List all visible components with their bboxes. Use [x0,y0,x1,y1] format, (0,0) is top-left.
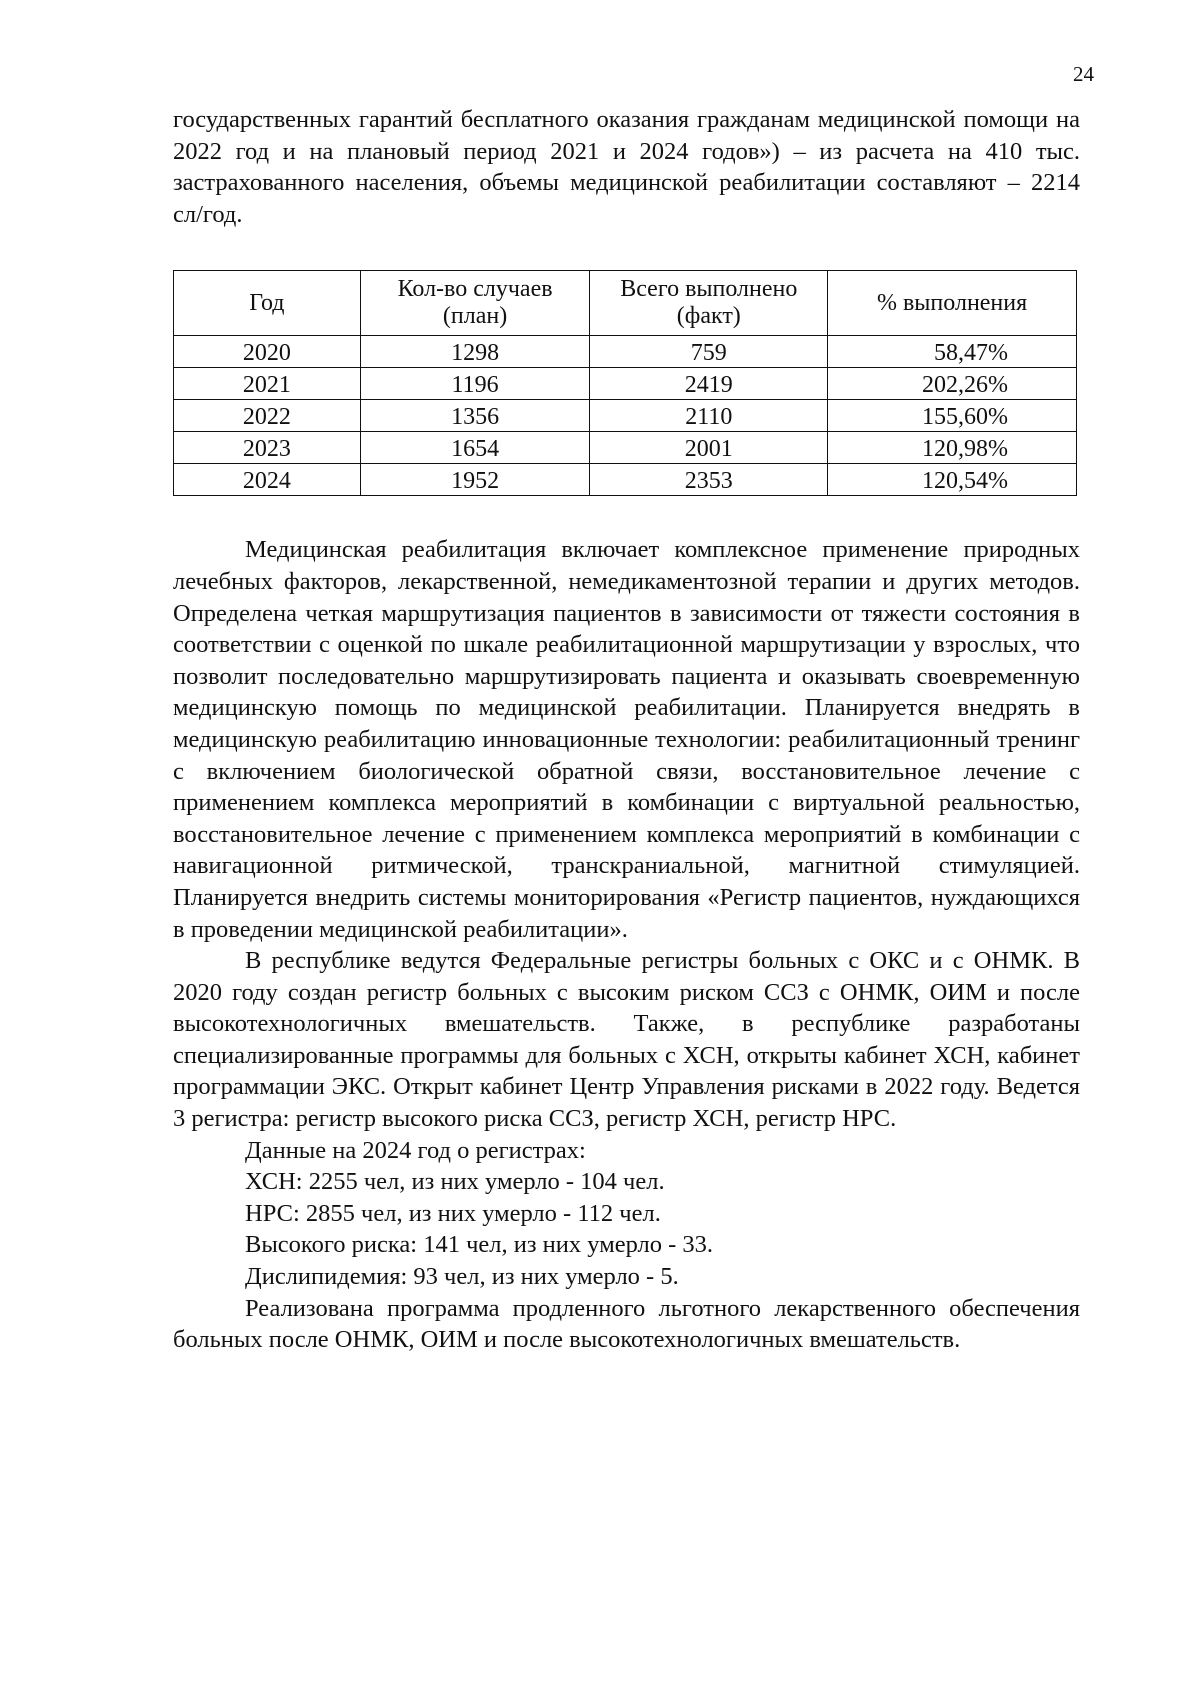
cell-percent: 120,54% [828,464,1077,496]
register-nrs: НРС: 2855 чел, из них умерло - 112 чел. [245,1199,661,1227]
header-year: Год [174,271,361,336]
cell-fact: 2419 [590,368,828,400]
page-number: 24 [1073,62,1094,86]
header-plan-line1: Кол-во случаев [397,276,553,303]
header-fact-line2: (факт) [676,303,741,330]
table-row [174,432,1077,464]
cell-percent: 202,26% [828,368,1077,400]
cell-fact: 2110 [590,400,828,432]
cell-fact: 759 [590,336,828,368]
header-plan [360,271,590,336]
table-row [174,336,1077,368]
table-header-row [174,271,1077,336]
cell-plan: 1196 [360,368,590,400]
cell-year: 2021 [174,368,361,400]
header-fact [590,271,828,336]
cell-percent: 58,47% [828,336,1077,368]
register-dyslipidemia: Дислипидемия: 93 чел, из них умерло - 5. [245,1263,679,1291]
cell-year: 2022 [174,400,361,432]
cell-percent: 155,60% [828,400,1077,432]
cell-year: 2023 [174,432,361,464]
register-high-risk: Высокого риска: 141 чел, из них умерло - 33. [245,1231,714,1259]
header-percent: % выполнения [828,271,1077,336]
cell-plan: 1298 [360,336,590,368]
table-row [174,368,1077,400]
rehab-volume-table [173,270,1077,496]
header-fact-line1: Всего выполнено [620,276,798,303]
cell-year: 2024 [174,464,361,496]
header-plan-line2: (план) [442,303,508,330]
cell-year: 2020 [174,336,361,368]
cell-plan: 1356 [360,400,590,432]
cell-plan: 1952 [360,464,590,496]
table-row [174,464,1077,496]
registers-paragraph: В республике ведутся Федеральные регистры больных с ОКС и с ОНМК. В 2020 году создан регистр больных с высоким риском ССЗ с ОНМК, ОИМ и после высокотехнологичных вмешательств. Также, в республике разработаны специализированные программы для больных с ХСН, открыты кабинет ХСН, кабинет программации ЭКС. Открыт кабинет Центр Управления рисками в 2022 году. Ведется 3 регистра: регистр высокого риска ССЗ, регистр ХСН, регистр НРС. [173,947,1080,1133]
registers-data-intro: Данные на 2024 год о регистрах: [245,1136,586,1164]
rehab-paragraph: Медицинская реабилитация включает комплексное применение природных лечебных факторов, лекарственной, немедикаментозной терапии и других методов. Определена четкая маршрутизация пациентов в зависимости от тяжести состояния в соответствии с оценкой по шкале реабилитационной маршрутизации у взрослых, что позволит последовательно маршрутизировать пациента и оказывать своевременную медицинскую помощь по медицинской реабилитации. Планируется внедрять в медицинскую реабилитацию инновационные технологии: реабилитационный тренинг с включением биологической обратной связи, восстановительное лечение с применением комплекса мероприятий в комбинации с виртуальной реальностью, восстановительное лечение с применением комплекса мероприятий в комбинации с навигационной ритмической, транскраниальной, магнитной стимуляцией. Планируется внедрить системы мониторирования «Регистр пациентов, нуждающихся в проведении медицинской реабилитации». [173,536,1080,943]
cell-plan: 1654 [360,432,590,464]
register-chsn: ХСН: 2255 чел, из них умерло - 104 чел. [245,1168,665,1196]
cell-fact: 2353 [590,464,828,496]
document-body [173,104,1080,1356]
cell-fact: 2001 [590,432,828,464]
program-paragraph: Реализована программа продленного льготного лекарственного обеспечения больных после ОНМК, ОИМ и после высокотехнологичных вмешательств. [173,1294,1080,1354]
cell-percent: 120,98% [828,432,1077,464]
table-row [174,400,1077,432]
intro-paragraph: государственных гарантий бесплатного оказания гражданам медицинской помощи на 2022 год и на плановый период 2021 и 2024 годов») – из расчета на 410 тыс. застрахованного населения, объемы медицинской реабилитации составляют – 2214 сл/год. [173,106,1080,228]
